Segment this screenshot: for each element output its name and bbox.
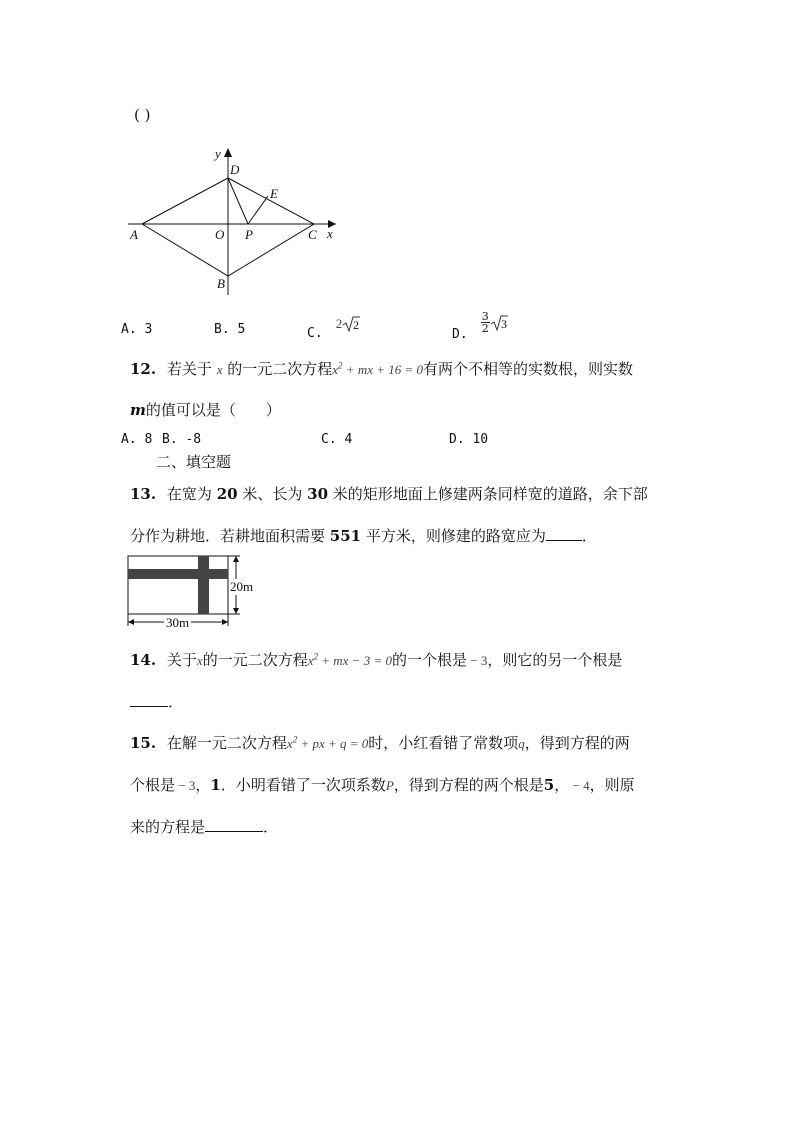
section-title: 二、填空题 <box>156 453 232 471</box>
label-O: O <box>215 227 225 242</box>
equation: $x^2$ + px + q = 0 <box>286 734 369 751</box>
width-label: 30m <box>166 615 190 630</box>
label-P: P <box>245 227 253 242</box>
height-label: 20m <box>230 579 254 594</box>
label-y: y <box>215 146 221 161</box>
sqrt-symbol <box>342 316 360 332</box>
answer-blank <box>130 706 168 707</box>
q12-option-d: D. 10 <box>449 432 489 447</box>
q12-option-c: C. 4 <box>321 432 353 447</box>
q14-line2: ． <box>130 691 183 712</box>
fraction: $\frac{3}{2}$ <box>481 310 489 335</box>
svg-text:3: 3 <box>500 316 507 331</box>
q12-line1: 12. 若关于 x 的一元二次方程$x^2$ + mx + 16 = 0有两个不相等的实数根，则实数 <box>130 360 634 378</box>
q12-line2: m的值可以是（ ） <box>130 401 281 419</box>
q14-line1: 14. 关于x的一元二次方程$x^2$ + mx − 3 = 0的一个根是 − 3，则它的另一个根是 <box>130 651 623 669</box>
q11-option-a: A. 3 <box>121 322 153 337</box>
equation: $x^2$ + mx + 16 = 0 <box>332 360 424 377</box>
q12-option-a: A. 8 <box>121 432 153 447</box>
q13-line2: 分作为耕地．若耕地面积需要 551 平方米，则修建的路宽应为 ． <box>130 527 597 545</box>
label-C: C <box>308 227 317 242</box>
label-E: E <box>270 186 278 201</box>
q12-option-b: B. -8 <box>162 432 202 447</box>
label-A: A <box>130 227 138 242</box>
equation: $x^2$ + mx − 3 = 0 <box>307 651 392 668</box>
label-D: D <box>230 162 240 177</box>
q11-option-c: $_{C.}$ 2 2 <box>307 316 360 341</box>
q11-option-b: B. 5 <box>214 322 246 337</box>
answer-bracket: ( ) <box>134 106 151 124</box>
answer-blank <box>546 540 582 541</box>
label-x: x <box>327 226 333 241</box>
label-B: B <box>217 276 225 291</box>
svg-text:2: 2 <box>353 317 360 332</box>
q11-option-d: $_{D.}$ $\frac{3}{2}$ 3 <box>452 310 507 342</box>
answer-blank <box>205 831 263 832</box>
q15-line2: 个根是 − 3，1．小明看错了一次项系数P，得到方程的两个根是5， − 4，则原 <box>130 776 635 794</box>
sqrt-symbol <box>490 315 508 331</box>
q15-line3: 来的方程是 ． <box>130 818 279 836</box>
rhombus-figure <box>120 140 360 300</box>
q13-line1: 13. 在宽为 20 米、长为 30 米的矩形地面上修建两条同样宽的道路，余下部 <box>130 485 648 503</box>
q15-line1: 15. 在解一元二次方程$x^2$ + px + q = 0时，小红看错了常数项q，得到方程的两 <box>130 734 630 752</box>
